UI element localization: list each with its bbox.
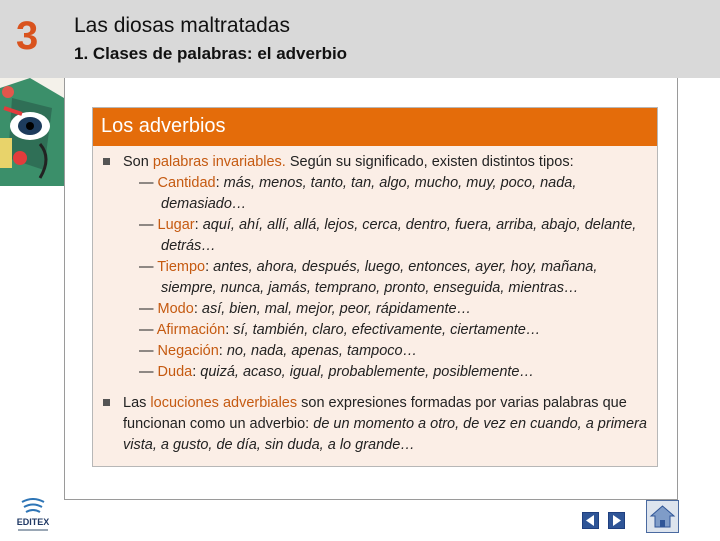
separator: : xyxy=(218,343,227,359)
adverb-type-examples: sí, también, claro, efectivamente, ciertamente… xyxy=(233,322,541,338)
adverb-type-item xyxy=(103,215,651,257)
bullet-icon xyxy=(103,399,110,406)
next-button[interactable] xyxy=(608,512,625,529)
dash-marker: — xyxy=(139,322,157,338)
intro-text-post: Según su significado, existen distintos tipos: xyxy=(285,154,574,170)
adverb-type-label: Lugar xyxy=(157,217,195,233)
adverb-type-item xyxy=(103,299,651,320)
locuciones-text-mid: son expresiones formadas por varias palabras que funcionan como un adverbio: xyxy=(123,395,627,432)
decorative-face-illustration xyxy=(0,78,64,186)
adverb-type-label: Duda xyxy=(157,364,193,380)
adverb-type-item xyxy=(103,173,651,215)
header-bar xyxy=(0,0,720,78)
locuciones-keyword: locuciones adverbiales xyxy=(150,395,298,411)
separator: : xyxy=(192,364,201,380)
adverb-type-item xyxy=(103,320,651,341)
intro-paragraph xyxy=(103,152,651,173)
dash-marker: — xyxy=(139,259,158,275)
adverb-type-examples: más, menos, tanto, tan, algo, mucho, muy, poco, nada, demasiado… xyxy=(161,175,577,212)
adverb-type-examples: no, nada, apenas, tampoco… xyxy=(226,343,418,359)
adverb-type-examples: así, bien, mal, mejor, peor, rápidamente… xyxy=(201,301,472,317)
adverb-type-examples: antes, ahora, después, luego, entonces, ayer, hoy, mañana, siempre, nunca, jamás, temprano, pronto, enseguida, mientras… xyxy=(161,259,598,296)
page-title: Las diosas maltratadas xyxy=(74,14,290,37)
adverb-type-item xyxy=(103,362,651,383)
intro-keyword: palabras invariables. xyxy=(152,154,286,170)
panel-heading: Los adverbios xyxy=(101,115,226,137)
dash-marker: — xyxy=(139,301,158,317)
dash-marker: — xyxy=(139,217,158,233)
adverb-type-label: Modo xyxy=(157,301,194,317)
adverb-type-examples: quizá, acaso, igual, probablemente, posiblemente… xyxy=(200,364,534,380)
panel-body xyxy=(103,152,651,456)
intro-text-pre: Son xyxy=(123,154,153,170)
bullet-icon xyxy=(103,158,110,165)
unit-number: 3 xyxy=(16,14,39,58)
next-arrow-icon xyxy=(609,513,624,528)
adverb-type-label: Negación xyxy=(157,343,219,359)
dash-marker: — xyxy=(139,364,158,380)
adverb-type-examples: aquí, ahí, allí, allá, lejos, cerca, dentro, fuera, arriba, abajo, delante, detrás… xyxy=(161,217,637,254)
separator: : xyxy=(193,301,202,317)
home-button[interactable] xyxy=(646,500,679,533)
separator: : xyxy=(205,259,214,275)
dash-marker: — xyxy=(139,343,158,359)
adverb-type-item xyxy=(103,257,651,299)
separator: : xyxy=(225,322,234,338)
locuciones-examples: de un momento a otro, de vez en cuando, a primera vista, a gusto, de día, sin duda, a lo grande… xyxy=(123,416,647,453)
prev-arrow-icon xyxy=(583,513,598,528)
separator: : xyxy=(194,217,203,233)
editex-logo-icon xyxy=(8,498,58,536)
adverb-type-label: Afirmación xyxy=(156,322,226,338)
logo-text: EDITEX xyxy=(16,517,50,527)
page-subtitle: 1. Clases de palabras: el adverbio xyxy=(74,44,348,63)
dash-marker: — xyxy=(139,175,158,191)
home-icon xyxy=(647,501,678,532)
adverb-types-list xyxy=(103,173,651,383)
separator: : xyxy=(215,175,224,191)
adverb-type-item xyxy=(103,341,651,362)
adverb-type-label: Cantidad xyxy=(157,175,216,191)
content-panel xyxy=(92,107,658,467)
locuciones-paragraph xyxy=(103,393,651,456)
adverb-type-label: Tiempo xyxy=(157,259,206,275)
prev-button[interactable] xyxy=(582,512,599,529)
locuciones-text-pre: Las xyxy=(123,395,151,411)
panel-heading-bar xyxy=(93,108,657,146)
